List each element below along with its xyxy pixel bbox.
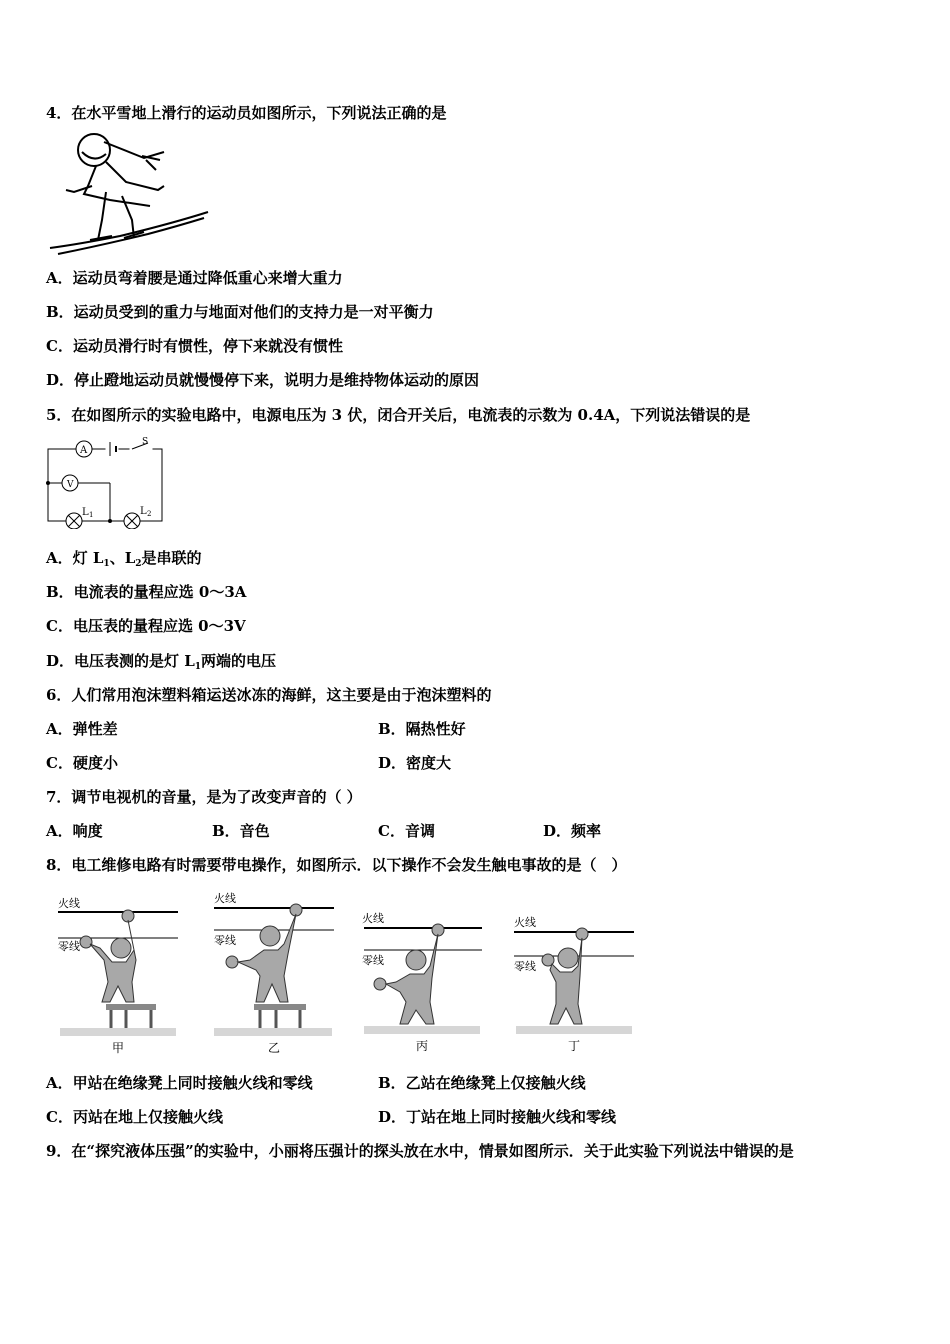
live-wire-label: 火线 [362,912,384,925]
figure-caption: 甲 [112,1041,125,1055]
circuit-diagram [46,437,168,529]
lamp1-label: L [82,507,89,518]
q8-option-d: D．丁站在地上同时接触火线和零线 [378,1108,617,1126]
switch-label: S [142,437,149,447]
q7-option-c: C．音调 [378,822,435,840]
live-wire-label: 火线 [58,897,80,910]
electrician-figure-ding [512,910,636,1058]
lamp2-label: L [140,506,147,517]
electrician-drawing-ding [512,910,636,1058]
electrician-drawing-yi [210,886,336,1058]
q6-option-d: D．密度大 [378,754,452,772]
q8-stem: 8．电工维修电路有时需要带电操作，如图所示．以下操作不会发生触电事故的是（ ） [46,856,627,874]
q4-option-a: A．运动员弯着腰是通过降低重心来增大重力 [46,269,343,287]
q5-option-d: D．电压表测的是灯 $L_1$两端的电压 [46,652,277,672]
electrician-drawing-jia [56,890,180,1058]
live-wire-label: 火线 [214,892,236,905]
electrician-drawing-bing [360,906,484,1058]
skier-figure [46,130,211,258]
q9-stem: 9．在“探究液体压强”的实验中，小丽将压强计的探头放在水中，情景如图所示．关于此实验下列说法中错误的是 [46,1142,794,1160]
q6-option-b: B．隔热性好 [378,720,466,738]
neutral-wire-label: 零线 [362,954,384,967]
electrician-figure-jia [56,890,180,1058]
q4-option-c: C．运动员滑行时有惯性，停下来就没有惯性 [46,337,343,355]
figure-caption: 乙 [268,1041,281,1055]
q6-stem: 6．人们常用泡沫塑料箱运送冰冻的海鲜，这主要是由于泡沫塑料的 [46,686,492,704]
q4-option-d: D．停止蹬地运动员就慢慢停下来，说明力是维持物体运动的原因 [46,371,480,389]
ammeter-label: A [80,445,88,456]
electrician-figure-bing [360,906,484,1058]
q5-stem: 5．在如图所示的实验电路中，电源电压为 3 伏，闭合开关后，电流表的示数为 0.4A，下列说法错误的是 [46,406,751,424]
q7-stem: 7．调节电视机的音量，是为了改变声音的（ ） [46,788,362,806]
q8-option-c: C．丙站在地上仅接触火线 [46,1108,223,1126]
circuit-drawing [46,437,168,529]
neutral-wire-label: 零线 [214,934,236,947]
q6-option-a: A．弹性差 [46,720,118,738]
q4-option-b: B．运动员受到的重力与地面对他们的支持力是一对平衡力 [46,303,434,321]
q7-option-a: A．响度 [46,822,103,840]
neutral-wire-label: 零线 [514,960,536,973]
live-wire-label: 火线 [514,916,536,929]
q4-stem: 4．在水平雪地上滑行的运动员如图所示，下列说法正确的是 [46,104,447,122]
electrician-figure-yi [210,886,336,1058]
q5-option-c: C．电压表的量程应选 0～3V [46,617,246,635]
voltmeter-label: V [67,480,74,490]
neutral-wire-label: 零线 [58,940,80,953]
lamp2-subscript: 2 [147,510,152,518]
figure-caption: 丙 [416,1039,429,1053]
q6-option-c: C．硬度小 [46,754,118,772]
q5-option-a: A．灯 $L_1$、$L_2$是串联的 [46,549,202,569]
q7-option-b: B．音色 [212,822,270,840]
q5-option-b: B．电流表的量程应选 0～3A [46,583,247,601]
skier-drawing [46,130,211,258]
q8-option-b: B．乙站在绝缘凳上仅接触火线 [378,1074,586,1092]
q8-option-a: A．甲站在绝缘凳上同时接触火线和零线 [46,1074,313,1092]
figure-caption: 丁 [568,1039,581,1053]
lamp1-subscript: 1 [89,511,94,519]
q7-option-d: D．频率 [543,822,602,840]
